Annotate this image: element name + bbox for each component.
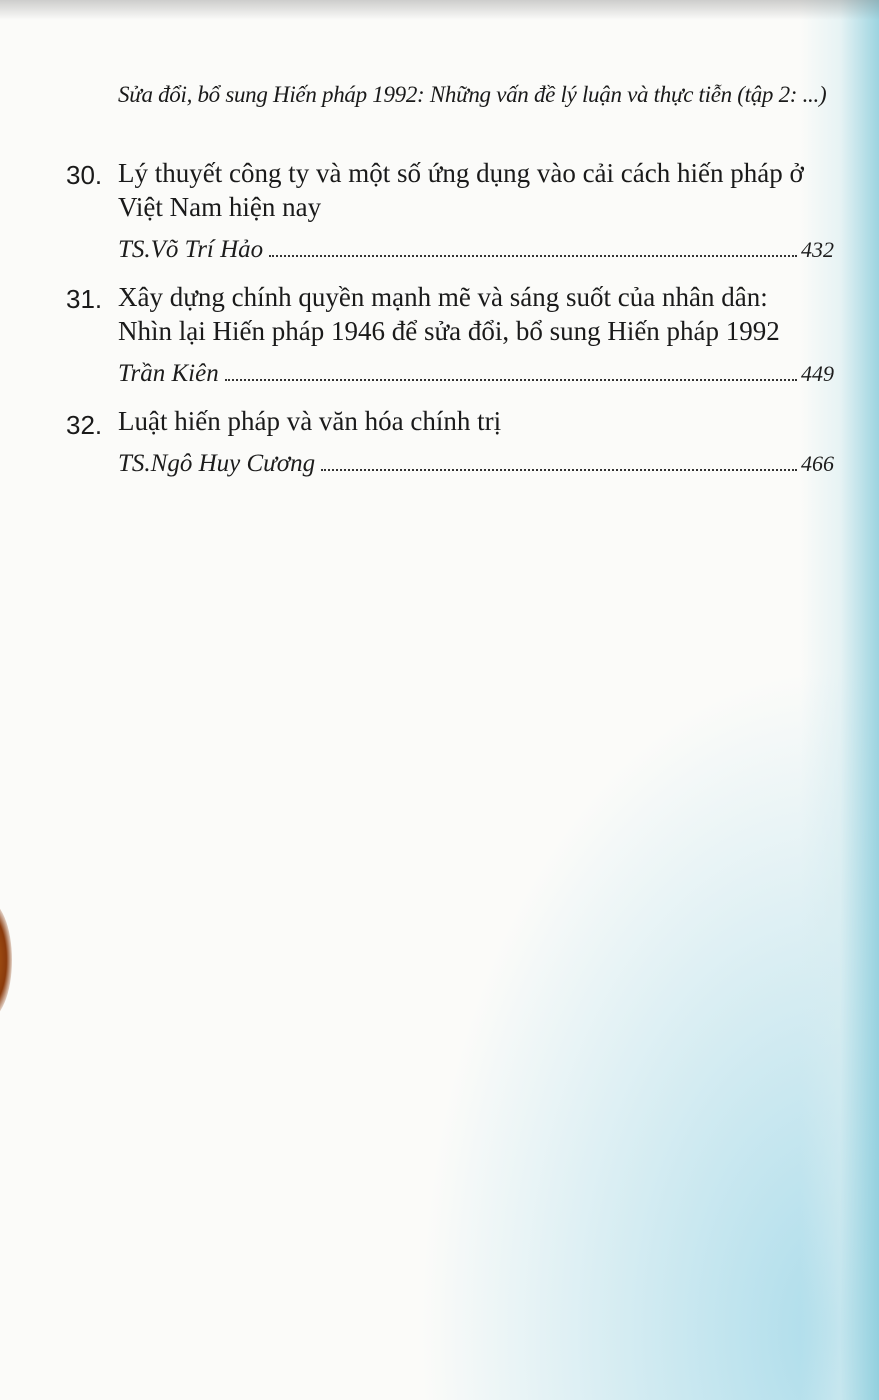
toc-entry-page-number: 432 (801, 237, 834, 262)
toc-entry-number: 32. (66, 410, 103, 440)
toc-entry-title-line: Nhìn lại Hiến pháp 1946 để sửa đổi, bổ sung Hiến pháp 1992 (118, 316, 780, 346)
toc-entry-author-line (118, 360, 834, 388)
toc-entry-page-number: 466 (801, 451, 834, 476)
toc-entry-number: 30. (66, 160, 103, 190)
toc-entry-number: 31. (66, 284, 103, 314)
toc-entry-title-line: Xây dựng chính quyền mạnh mẽ và sáng suốt của nhân dân: (118, 282, 768, 312)
dot-leader (321, 468, 797, 471)
toc-entry-page-number: 449 (801, 361, 834, 386)
dot-leader (225, 378, 797, 381)
toc-entry-author: Trần Kiên (118, 360, 219, 387)
dot-leader (269, 254, 797, 257)
toc-entry-title-line: Luật hiến pháp và văn hóa chính trị (118, 406, 502, 436)
toc-entry-title-line: Lý thuyết công ty và một số ứng dụng vào cải cách hiến pháp ở (118, 158, 804, 188)
running-header: Sửa đổi, bổ sung Hiến pháp 1992: Những vấn đề lý luận và thực tiễn (tập 2: ...) (118, 82, 827, 107)
toc-entry-author: TS.Võ Trí Hảo (118, 236, 264, 263)
toc-entry-author-line (118, 236, 834, 264)
toc-entry-title-line: Việt Nam hiện nay (118, 192, 322, 222)
toc-entry-author-line (118, 450, 834, 478)
toc-entry-author: TS.Ngô Huy Cương (118, 450, 316, 477)
